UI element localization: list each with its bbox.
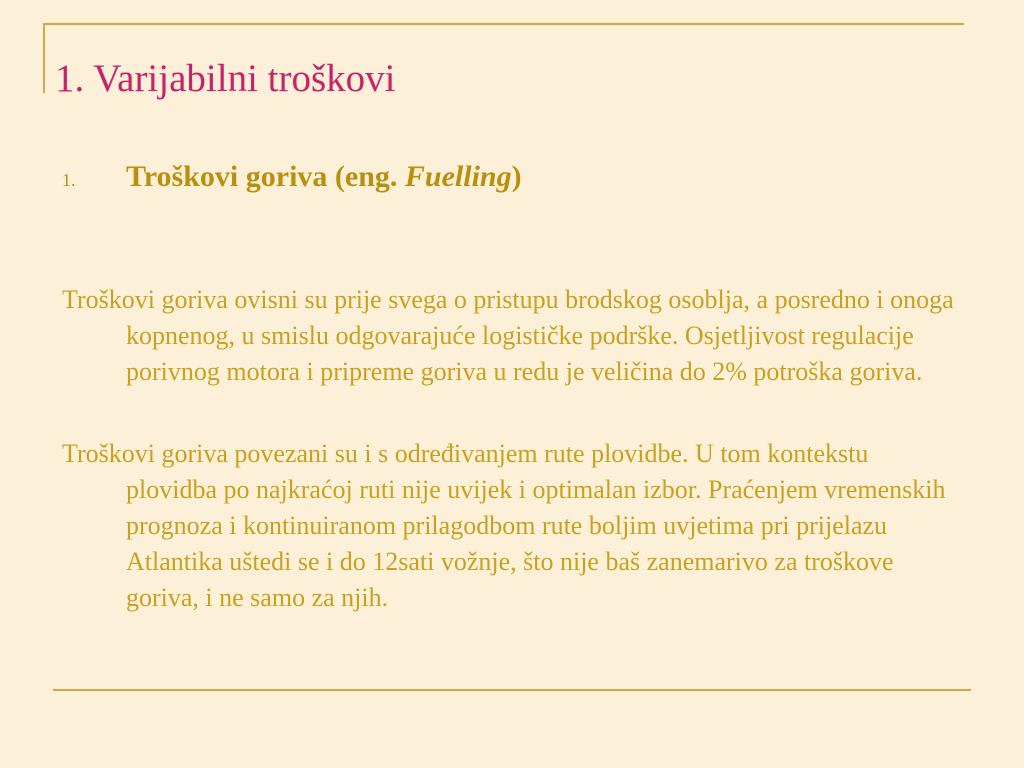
list-item-text-after: ) bbox=[511, 160, 522, 193]
numbered-list-item bbox=[62, 160, 962, 194]
list-item-text-before: Troškovi goriva (eng. bbox=[126, 160, 405, 193]
list-item-text-italic: Fuelling bbox=[404, 160, 512, 193]
slide-title: 1. Varijabilni troškovi bbox=[55, 57, 396, 100]
frame-left-rule bbox=[43, 23, 45, 93]
bottom-rule bbox=[53, 689, 971, 691]
frame-top-rule bbox=[43, 23, 964, 25]
body-paragraph: Troškovi goriva povezani su i s određivanjem rute plovidbe. U tom kontekstu plovidba po najkraćoj ruti nije uvijek i optimalan izbor. Praćenjem vremenskih prognoza i kontinuiranom prilagodbom rute boljim uvjetima pri prijelazu Atlantika uštedi se i do 12sati vožnje, što nije baš zanemarivo za troškove goriva, i ne samo za njih. bbox=[62, 439, 946, 612]
list-item-number: 1. bbox=[62, 170, 76, 190]
list-item-text bbox=[126, 160, 522, 194]
body-paragraph: Troškovi goriva ovisni su prije svega o pristupu brodskog osoblja, a posredno i onoga kopnenog, u smislu odgovarajuće logističke podrške. Osjetljivost regulacije porivnog motora i pripreme goriva u redu je veličina do 2% potroška goriva. bbox=[62, 285, 954, 386]
